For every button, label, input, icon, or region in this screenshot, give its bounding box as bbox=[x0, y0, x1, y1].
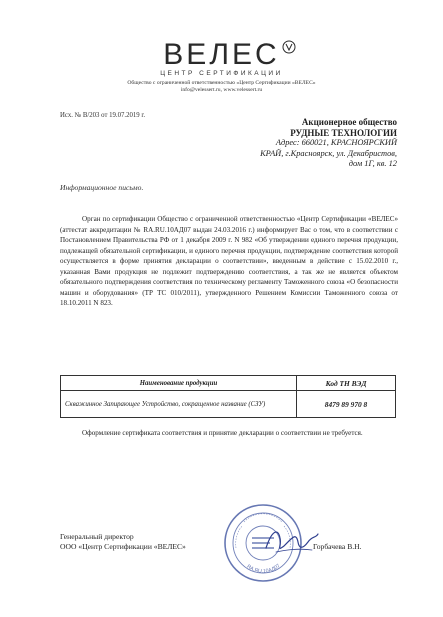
table-row bbox=[61, 391, 396, 418]
header-org-line: Общество с ограниченной ответственностью «Центр Сертификации «ВЕЛЕС» bbox=[127, 80, 316, 86]
signatory-title bbox=[60, 532, 186, 552]
company-logo bbox=[163, 38, 279, 72]
handwritten-signature bbox=[262, 524, 322, 558]
table-cell-product: Скважинное Запирающее Устройство, сокращенное название (СЗУ) bbox=[61, 391, 297, 418]
table-header-product: Наименование продукции bbox=[61, 376, 297, 391]
signatory-name: Горбачева В.Н. bbox=[313, 542, 362, 551]
closing-text bbox=[60, 428, 398, 439]
table-header-code: Код ТН ВЭД bbox=[297, 376, 396, 391]
addressee-block bbox=[197, 117, 397, 170]
body-paragraph: Орган по сертификации Общество с ограниченной ответственностью «Центр Сертификации «ВЕЛЕС» (аттестат аккредитации № RA.RU.10АД07 выдан 24.03.2016 г.) информирует Вас о том, что в соответствии с Постановлением Правительства РФ от 1 декабря 2009 г. N 982 «Об утверждении единого перечня продукции, подлежащей обязательной сертификации, и единого перечня продукции, подтверждение соответствия которой осуществляется в форме принятия декларации о соответствии», введенным в действие с 15.02.2010 г., указанная Вами продукция не подлежит подтверждению соответствия, а так же не является объектом обязательного подтверждения соответствия по техническому регламенту Таможенного союза «О безопасности машин и оборудования» (ТР ТС 010/2011), утвержденного Решением Комиссии Таможенного союза от 18.10.2011 N 823. bbox=[60, 215, 398, 307]
addressee-address-line1: Адрес: 660021, КРАСНОЯРСКИЙ bbox=[275, 138, 397, 147]
signatory-position: Генеральный директор bbox=[60, 532, 134, 541]
addressee-address-line2: КРАЙ, г.Красноярск, ул. Декабристов, bbox=[260, 148, 397, 158]
logo-row bbox=[0, 38, 443, 72]
product-table bbox=[60, 375, 396, 418]
closing-paragraph: Оформление сертификата соответствия и принятие декларации о соответствии не требуется. bbox=[82, 429, 363, 437]
table-cell-code: 8479 89 970 8 bbox=[297, 391, 396, 418]
svg-text:RA.RU.10АД07 bbox=[245, 563, 281, 575]
logo-emblem-icon bbox=[282, 40, 296, 54]
outgoing-reference: Исх. № В/203 от 19.07.2019 г. bbox=[60, 112, 146, 119]
addressee-company: РУДНЫЕ ТЕХНОЛОГИИ bbox=[290, 127, 397, 138]
table-header-row bbox=[61, 376, 396, 391]
addressee-address-line3: дом 1Г, кв. 12 bbox=[348, 159, 397, 168]
seal-text: RA.RU.10АД07 bbox=[245, 563, 282, 575]
header-org-info bbox=[0, 80, 443, 94]
letter-body bbox=[60, 214, 398, 309]
logo-subtitle: ЦЕНТР СЕРТИФИКАЦИИ bbox=[160, 70, 283, 77]
header-contacts: info@velessert.ru, www.velessert.ru bbox=[180, 87, 263, 93]
signatory-organization: ООО «Центр Сертификации «ВЕЛЕС» bbox=[60, 542, 186, 551]
logo-text: ВЕЛЕС bbox=[163, 38, 280, 71]
letter-title: Информационное письмо. bbox=[60, 183, 144, 192]
addressee-org-type: Акционерное общество bbox=[301, 117, 397, 127]
